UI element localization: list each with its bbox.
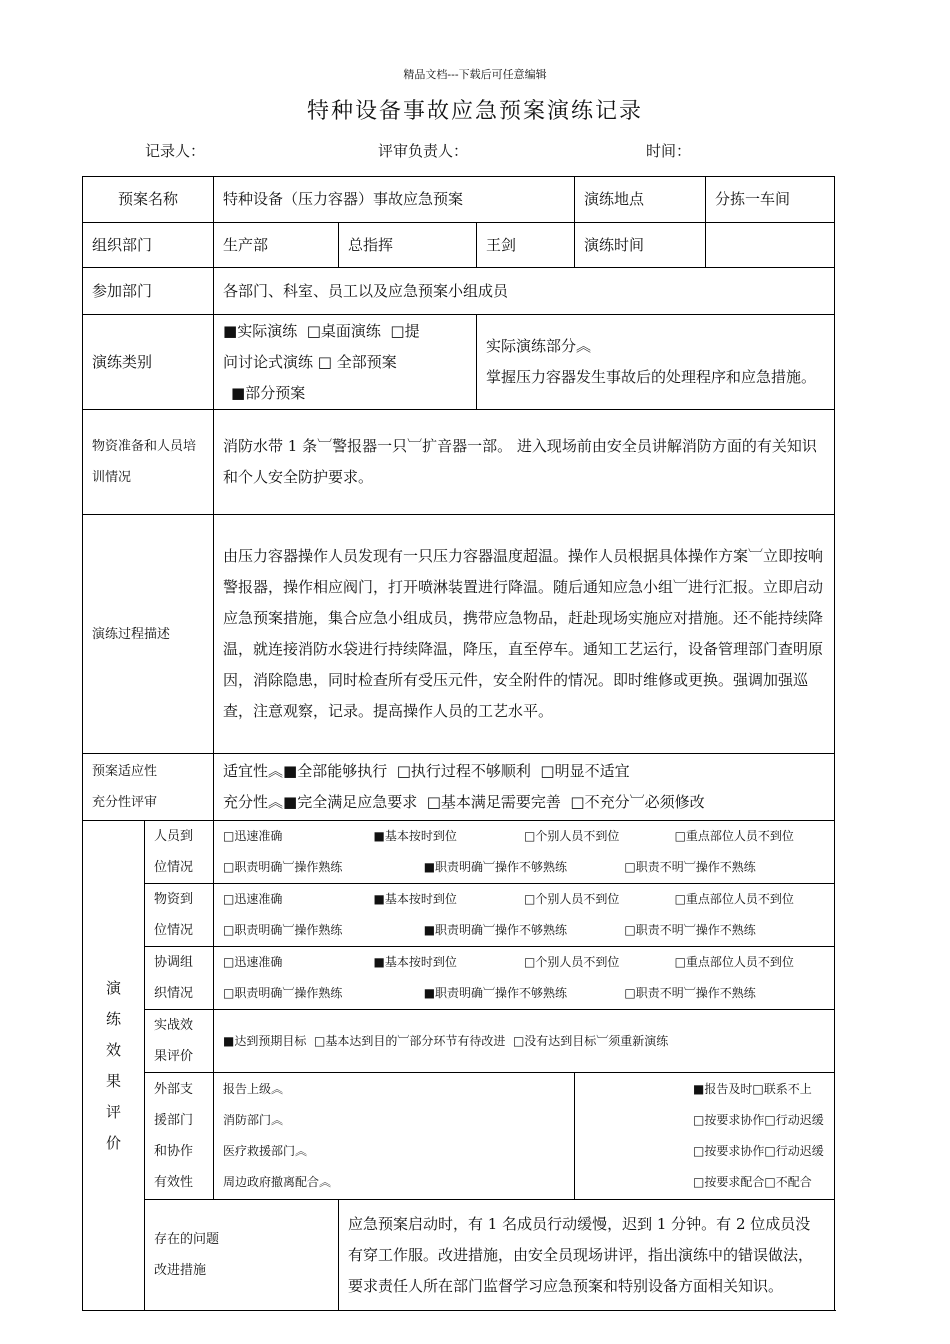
option: □重点部位人员不到位 [674,829,794,843]
org-row [83,223,835,268]
effect-row-label: 物资到位情况 [145,884,214,947]
option: □迅速准确 [223,829,283,843]
external-result: □按要求协作□行动迟缓 [693,1113,824,1127]
suitability-options [214,754,835,821]
category-options [214,315,477,410]
option: ■职责明确︺操作不够熟练 [423,860,568,874]
issues-text: 应急预案启动时，有 1 名成员行动缓慢，迟到 1 分钟。有 2 位成员没有穿工作服。改进措施，由安全员现场讲评，指出演练中的错误做法，要求责任人所在部门监督学习应急预案和特别设备方面相关知识。 [339,1200,835,1311]
combat-label: 实战效果评价 [145,1010,214,1073]
option: □职责明确︺操作熟练 [223,860,343,874]
option: □职责明确︺操作熟练 [223,986,343,1000]
materials-label: 物资准备和人员培训情况 [83,410,214,515]
participants-label: 参加部门 [83,268,214,315]
drill-time-label: 演练时间 [575,223,706,268]
participants-value: 各部门、科室、员工以及应急预案小组成员 [214,268,835,315]
external-label: 外部支援部门和协作有效性 [145,1073,214,1200]
category-line-2: 问讨论式演练 □ 全部预案 [223,352,397,371]
effect-row-materials [83,884,835,947]
suitability-label [83,754,214,821]
effect-row-options [214,821,835,884]
time-label: 时间： [646,142,692,160]
participants-row [83,268,835,315]
option: □职责不明︺操作不熟练 [624,860,756,874]
reviewer-label: 评审负责人： [378,142,469,160]
category-right-line-1: 实际演练部分︽ [486,337,592,355]
location-label: 演练地点 [575,177,706,223]
option: □重点部位人员不到位 [674,892,794,906]
effect-row-combat [83,1010,835,1073]
suitability-line-2: 充分性︽■完全满足应急要求 □基本满足需要完善 □不充分︺必须修改 [223,793,705,811]
watermark: 精品文档---下载后可任意编辑 [403,68,547,81]
commander-value: 王剑 [477,223,575,268]
plan-name-value: 特种设备（压力容器）事故应急预案 [214,177,575,223]
org-label: 组织部门 [83,223,214,268]
option: ■职责明确︺操作不够熟练 [423,923,568,937]
issues-label-line-2: 改进措施 [154,1263,207,1278]
external-result: □按要求配合□不配合 [693,1175,812,1189]
suitability-row [83,754,835,821]
category-label: 演练类别 [83,315,214,410]
commander-label: 总指挥 [339,223,477,268]
drill-record-table [82,176,835,1311]
process-text: 由压力容器操作人员发现有一只压力容器温度超温。操作人员根据具体操作方案︺立即按响警报器，操作相应阀门，打开喷淋装置进行降温。随后通知应急小组︺进行汇报。立即启动应急预案措施，集合应急小组成员，携带应急物品，赶赴现场实施应对措施。还不能持续降温，就连接消防水袋进行持续降温，降压，直至停车。通知工艺运行，设备管理部门查明原因，消除隐患，同时检查所有受压元件，安全附件的情况。即时维修或更换。强调加强巡查，注意观察，记录。提高操作人员的工艺水平。 [214,515,835,754]
category-line-1: ■实际演练 □桌面演练 □提 [223,321,420,340]
effect-row-label: 协调组织情况 [145,947,214,1010]
effect-group-char: 评 [105,1102,121,1121]
option: ■基本按时到位 [373,955,457,969]
option: ■基本按时到位 [373,892,457,906]
suitability-label-line-2: 充分性评审 [92,795,158,810]
effect-group-char: 练 [105,1009,121,1028]
process-row [83,515,835,754]
effect-group-label [83,821,145,1311]
org-value: 生产部 [214,223,339,268]
suitability-line-1: 适宜性︽■全部能够执行 □执行过程不够顺利 □明显不适宜 [223,762,630,780]
option: □个别人员不到位 [524,955,620,969]
option: ■基本按时到位 [373,829,457,843]
materials-row [83,410,835,515]
external-item: 消防部门︽ [223,1113,284,1127]
option: □迅速准确 [223,892,283,906]
issues-row [83,1200,835,1311]
effect-row-coordination [83,947,835,1010]
option: □职责明确︺操作熟练 [223,923,343,937]
option: □职责不明︺操作不熟练 [624,986,756,1000]
page-title: 特种设备事故应急预案演练记录 [306,99,643,124]
option: □重点部位人员不到位 [674,955,794,969]
location-value: 分拣一车间 [706,177,835,223]
category-right-text: 掌握压力容器发生事故后的处理程序和应急措施。 [486,368,817,386]
effect-group-char: 价 [105,1133,121,1152]
external-item: 周边政府撤离配合︽ [223,1175,332,1189]
combat-options: ■达到预期目标 □基本达到目的︺部分环节有待改进 □没有达到目标︺须重新演练 [214,1010,835,1073]
issues-label [145,1200,339,1311]
effect-group-char: 效 [105,1040,121,1059]
process-label: 演练过程描述 [83,515,214,754]
option: ■职责明确︺操作不够熟练 [423,986,568,1000]
effect-row-personnel [83,821,835,884]
category-row [83,315,835,410]
option: □个别人员不到位 [524,892,620,906]
option: □职责不明︺操作不熟练 [624,923,756,937]
suitability-label-line-1: 预案适应性 [92,764,158,779]
external-left [214,1073,575,1200]
effect-row-label: 人员到位情况 [145,821,214,884]
external-result: ■报告及时□联系不上 [693,1082,812,1096]
option: □迅速准确 [223,955,283,969]
plan-name-label: 预案名称 [83,177,214,223]
effect-row-options [214,884,835,947]
effect-group-char: 果 [105,1071,121,1090]
external-item: 报告上级︽ [223,1082,284,1096]
effect-row-options [214,947,835,1010]
issues-label-line-1: 存在的问题 [154,1232,220,1247]
category-detail [477,315,835,410]
effect-group-char: 演 [105,978,121,997]
option: □个别人员不到位 [524,829,620,843]
external-item: 医疗救援部门︽ [223,1144,308,1158]
effect-row-external [83,1073,835,1200]
category-line-3: ■部分预案 [231,383,306,402]
materials-text: 消防水带 1 条︺警报器一只︺扩音器一部。 进入现场前由安全员讲解消防方面的有关知识和个人安全防护要求。 [214,410,835,515]
external-result: □按要求协作□行动迟缓 [693,1144,824,1158]
external-right [575,1073,835,1200]
drill-time-value [706,223,835,268]
recorder-label: 记录人： [145,142,206,160]
plan-name-row [83,177,835,223]
